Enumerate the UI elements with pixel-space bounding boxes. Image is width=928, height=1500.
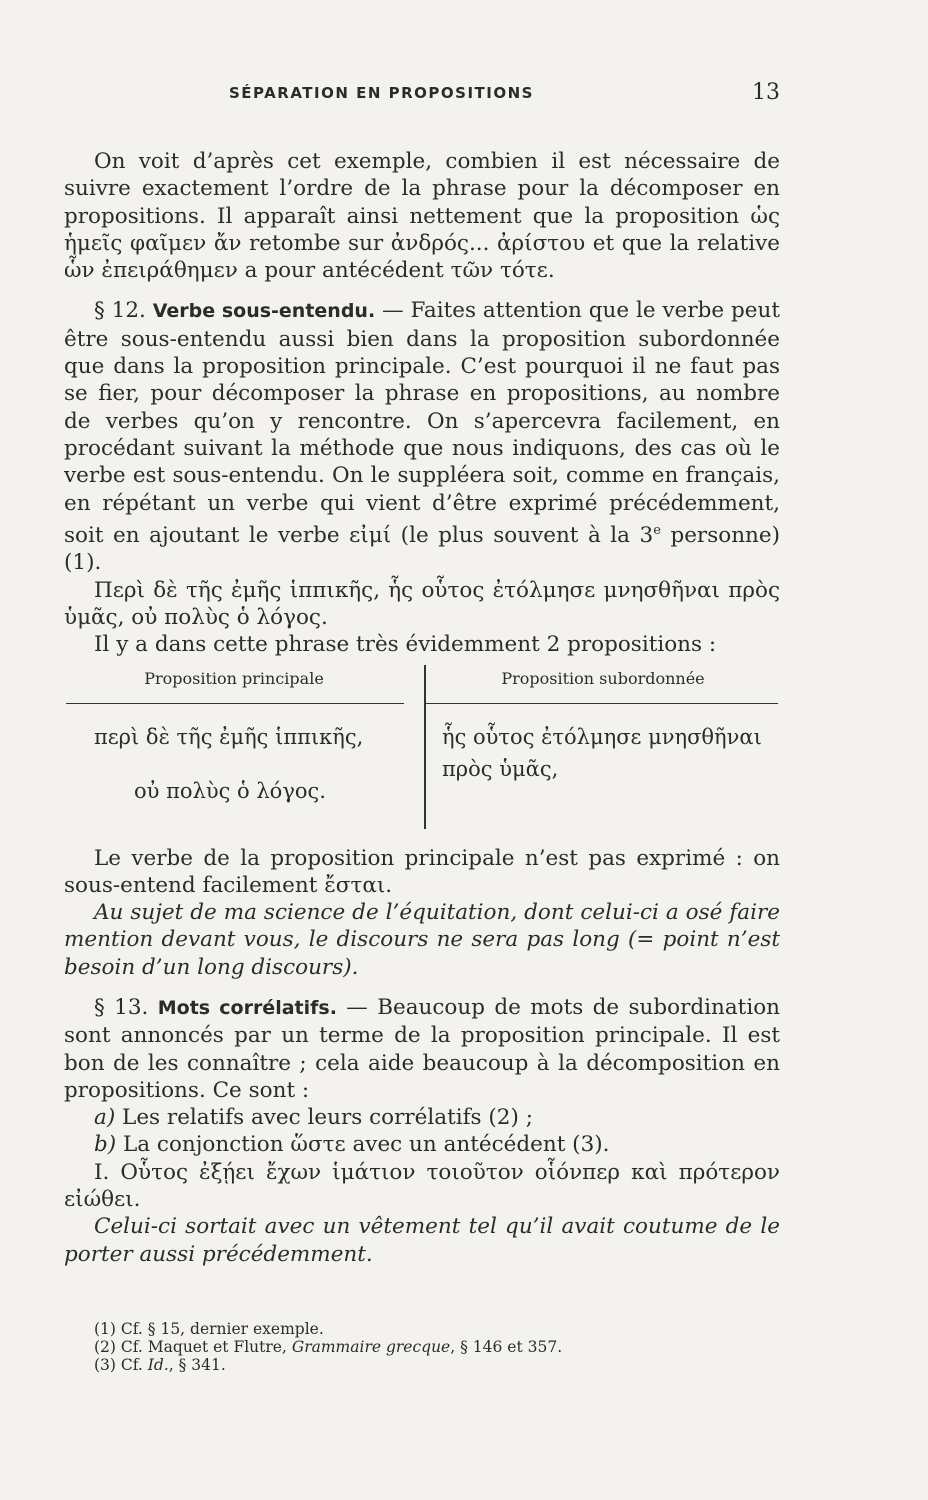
translation-2: Celui-ci sortait avec un vêtement tel qu’il avait coutume de le porter aussi précédemment. — [64, 1214, 780, 1267]
header-rule — [66, 703, 404, 704]
section-13: § 13. Mots corrélatifs. — Beaucoup de mots de subordination sont annoncés par un terme de la proposition principale. Il est bon de les connaître ; cela aide beaucoup à la décomposition en propositions. Ce sont : — [64, 994, 780, 1103]
section-12: § 12. Verbe sous-entendu. — Faites attention que le verbe peut être sous-entendu aussi bien dans la proposition subordonnée que dans la proposition principale. C’est pourquoi il ne faut pas se fier, pour décomposer la phrase en propositions, au nombre de verbes qu’on y rencontre. On s’apercevra facilement, en procédant suivant la méthode que nous indiquons, des cas où le verbe est sous-entendu. On le suppléera soit, comme en français, en répétant un verbe qui vient d’être exprimé précédemment, soit en ajoutant le verbe εἰμί (le plus souvent à la 3e personne) (1). — [64, 298, 781, 576]
header-rule — [426, 703, 778, 704]
footnote-3: (3) Cf. Id., § 341. — [94, 1355, 226, 1374]
subordinate-text: ἧς οὗτος ἐτόλμησε μνησθῆναι πρὸς ὑμᾶς, — [442, 724, 762, 781]
greek-phrase: τῶν τότε — [450, 258, 548, 284]
footnote-1: (1) Cf. § 15, dernier exemple. — [94, 1319, 324, 1338]
example-I: I. Οὗτος ἐξῄει ἔχων ἱμάτιον τοιοῦτον οἷόνπερ καὶ πρότερον εἰώθει. — [64, 1159, 780, 1213]
column-divider — [424, 665, 426, 829]
principal-line-1: περὶ δὲ τῆς ἐμῆς ἱππικῆς, — [94, 724, 364, 749]
section-title: Verbe sous-entendu. — [152, 300, 376, 323]
principal-line-2: οὐ πολὺς ὁ λόγος. — [134, 778, 326, 803]
footnote-2: (2) Cf. Maquet et Flutre, Grammaire grecque, § 146 et 357. — [94, 1337, 563, 1356]
greek-example: Περὶ δὲ τῆς ἐμῆς ἱππικῆς, ἧς οὗτος ἐτόλμησε μνησθῆναι πρὸς ὑμᾶς, οὐ πολὺς ὁ λόγος. — [64, 577, 780, 630]
footnotes — [64, 1320, 780, 1374]
section-number: § 13. — [94, 994, 149, 1020]
table-intro: Il y a dans cette phrase très évidemment 2 propositions : — [94, 632, 717, 658]
paragraph-verb: Le verbe de la proposition principale n’est pas exprimé : on sous-entend facilement ἔσται. — [64, 845, 780, 898]
running-title: SÉPARATION EN PROPOSITIONS — [229, 84, 534, 102]
book-page — [64, 70, 780, 1374]
section-number: § 12. — [94, 298, 146, 324]
page-number: 13 — [752, 80, 780, 105]
greek-phrase: ὥστε — [290, 1132, 346, 1158]
greek-phrase: ὧν ἐπειράθημεν — [64, 258, 238, 284]
paragraph-intro: On voit d’après cet exemple, combien il est nécessaire de suivre exactement l’ordre de la phrase pour la décomposer en propositions. Il apparaît ainsi nettement que la proposition ὡς ἡμεῖς φαῖμεν ἄν retombe sur ἀνδρός... ἀρίστου et que la relative ὧν ἐπειράθημεν a pour antécédent τῶν τότε. — [64, 149, 781, 284]
section-title: Mots corrélatifs. — [157, 996, 337, 1019]
column-header-principal: Proposition principale — [144, 668, 324, 688]
translation-1: Au sujet de ma science de l’équitation, dont celui-ci a osé faire mention devant vous, le discours ne sera pas long (= point n’est besoin d’un long discours). — [64, 900, 780, 980]
list-item-a: a) Les relatifs avec leurs corrélatifs (2) ; — [94, 1105, 533, 1131]
list-item-b: b) La conjonction ὥστε avec un antécédent (3). — [94, 1132, 610, 1158]
greek-phrase: Οὗτος ἐξῄει ἔχων ἱμάτιον τοιοῦτον οἷόνπερ καὶ πρότερον εἰώθει. — [64, 1159, 780, 1213]
column-header-subordinate: Proposition subordonnée — [501, 668, 705, 688]
greek-phrase: εἰμί — [349, 523, 392, 549]
greek-phrase: ἔσται — [324, 872, 386, 898]
greek-phrase: ἀνδρός... ἀρίστου — [390, 230, 586, 256]
greek-phrase: ὡς ἡμεῖς φαῖμεν ἄν — [64, 203, 780, 256]
running-head — [64, 70, 780, 116]
proposition-table — [64, 665, 780, 835]
